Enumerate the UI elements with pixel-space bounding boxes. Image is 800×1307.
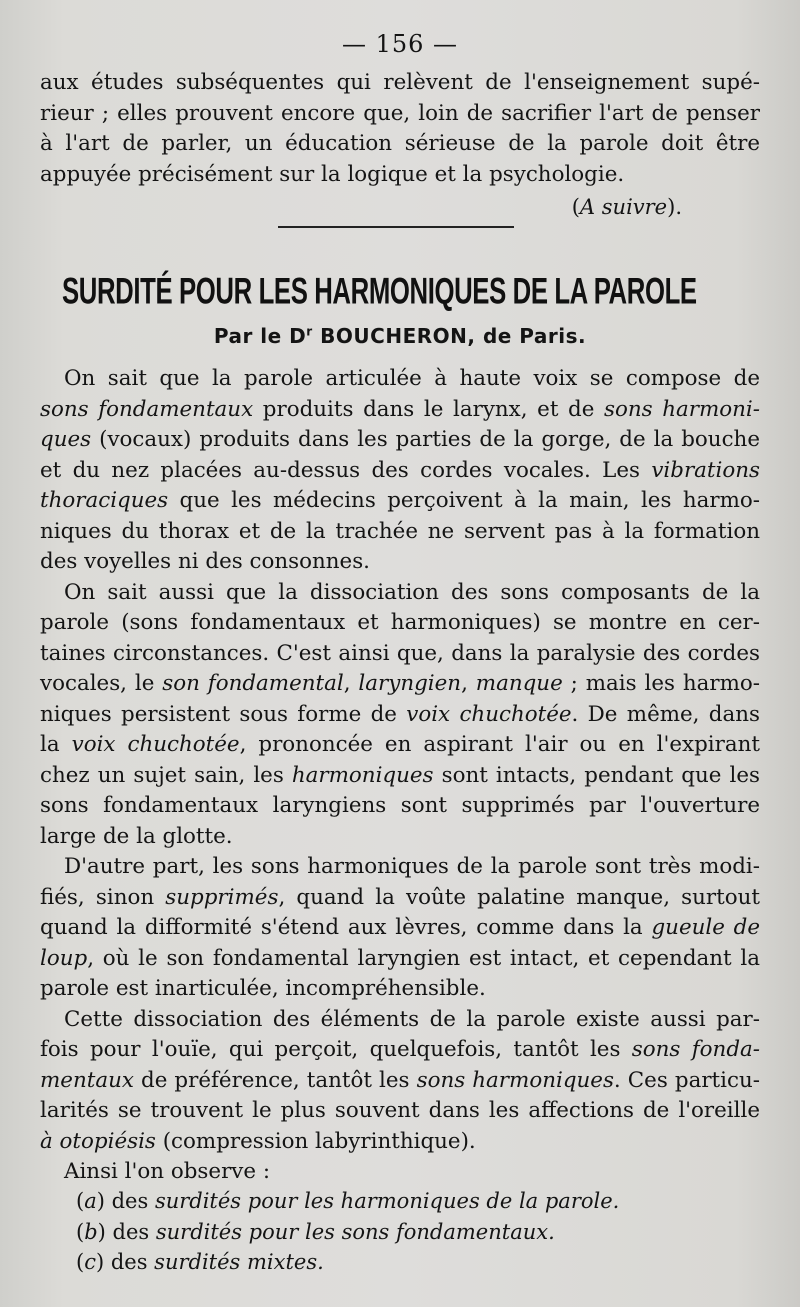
italic-term: sons harmoniques xyxy=(416,1067,614,1093)
text-line: parole est inarticulée, incompréhensible. xyxy=(40,976,486,1001)
italic-term: sons fondamentaux xyxy=(40,396,254,422)
italic-term: surdités pour les sons fondamentaux. xyxy=(155,1219,555,1244)
text-run: , où le son fondamental laryngien est intact, et cependant la xyxy=(87,945,760,971)
italic-term: son fondamental xyxy=(162,671,344,696)
text-line xyxy=(40,669,760,700)
text-line: aux études subséquentes qui relèvent de l'enseignement supé- xyxy=(40,70,760,95)
text-run: , quand la voûte palatine manque, surtout xyxy=(278,884,760,910)
italic-term: ques xyxy=(40,427,92,452)
text-run: (vocaux) produits dans les parties de la gorge, de la bouche xyxy=(91,427,760,452)
text-line: appuyée précisément sur la logique et la psychologie. xyxy=(40,161,625,187)
italic-term: à otopiésis xyxy=(40,1128,156,1154)
text-run: des xyxy=(104,1250,155,1274)
text-run: . Ces particu- xyxy=(613,1067,760,1093)
text-line: taines circonstances. C'est ainsi que, dans la paralysie des cordes xyxy=(40,640,760,666)
italic-term: voix chuchotée xyxy=(406,701,572,727)
list-marker: b xyxy=(84,1219,98,1244)
text-line xyxy=(40,761,760,792)
text-line xyxy=(40,700,760,731)
list-item: (c) des surdités mixtes. xyxy=(76,1250,324,1274)
text-line: larités se trouvent le plus souvent dans les affections de l'oreille xyxy=(40,1098,760,1123)
text-line xyxy=(40,456,760,487)
italic-term: sons fonda- xyxy=(631,1037,760,1062)
italic-term: surdités mixtes. xyxy=(154,1250,324,1274)
text-line xyxy=(40,1127,760,1158)
continuation-paragraph xyxy=(40,68,760,190)
text-line xyxy=(40,1035,760,1066)
text-run: ; mais les harmo- xyxy=(562,671,760,696)
italic-term: loup xyxy=(40,945,88,971)
italic-term: thoraciques xyxy=(40,488,169,513)
list-marker: a xyxy=(84,1189,97,1213)
article-byline xyxy=(0,324,800,348)
a-suivre-text: A suivre xyxy=(579,195,668,219)
text-line: niques du thorax et de la trachée ne servent pas à la formation xyxy=(40,518,760,544)
italic-term: laryngien xyxy=(358,671,462,696)
text-run: que les médecins perçoivent à la main, les harmo- xyxy=(168,488,760,513)
italic-term: voix chuchotée xyxy=(71,732,240,757)
observation-list xyxy=(76,1186,756,1278)
text-line: Ainsi l'on observe : xyxy=(64,1159,271,1184)
byline-superscript: r xyxy=(306,324,313,339)
text-line: D'autre part, les sons harmoniques de la parole sont très modi- xyxy=(64,854,760,879)
text-run: sont intacts, pendant que les xyxy=(433,762,760,788)
text-line xyxy=(40,425,760,456)
text-line xyxy=(40,1066,760,1097)
text-line: des voyelles ni des consonnes. xyxy=(40,549,370,574)
italic-term: harmoniques xyxy=(291,762,434,788)
italic-term: vibrations xyxy=(651,457,760,483)
text-run: , prononcée en aspirant l'air ou en l'expirant xyxy=(239,732,760,757)
article-body xyxy=(40,364,760,1188)
text-line: sons fondamentaux laryngiens sont supprimés par l'ouverture xyxy=(40,793,760,818)
text-run: des xyxy=(104,1189,155,1213)
text-run: , xyxy=(461,671,476,696)
text-line xyxy=(40,883,760,914)
text-run: la xyxy=(40,732,72,757)
text-line: rieur ; elles prouvent encore que, loin de sacrifier l'art de penser xyxy=(40,100,760,126)
text-run: produits dans le larynx, et de xyxy=(253,396,604,422)
italic-term: surdités pour les harmoniques de la parole. xyxy=(154,1189,620,1213)
page-number: — 156 — xyxy=(341,30,459,58)
text-line: On sait aussi que la dissociation des sons composants de la xyxy=(64,579,760,605)
text-run: de préférence, tantôt les xyxy=(133,1067,417,1093)
list-item: (b) des surdités pour les sons fondamentaux. xyxy=(76,1219,555,1244)
text-run: fois pour l'ouïe, qui perçoit, quelquefois, tantôt les xyxy=(40,1037,632,1062)
italic-term: mentaux xyxy=(40,1067,134,1093)
text-run: niques persistent sous forme de xyxy=(40,701,407,727)
byline-prefix: Par le D xyxy=(213,324,307,348)
text-run: chez un sujet sain, les xyxy=(40,762,292,788)
text-line: large de la glotte. xyxy=(40,823,233,849)
italic-term: manque xyxy=(475,671,563,696)
to-be-continued-note: (A suivre). xyxy=(571,195,682,219)
list-marker: c xyxy=(84,1250,96,1274)
italic-term: sons harmoni- xyxy=(604,396,760,422)
text-line: parole (sons fondamentaux et harmoniques) se montre en cer- xyxy=(40,610,760,635)
text-line xyxy=(40,913,760,944)
list-item: (a) des surdités pour les harmoniques de la parole. xyxy=(76,1189,620,1213)
text-run: . De même, dans xyxy=(571,701,760,727)
text-run: , xyxy=(343,671,359,696)
text-line: On sait que la parole articulée à haute voix se compose de xyxy=(64,366,760,391)
text-line: Cette dissociation des éléments de la parole existe aussi par- xyxy=(64,1006,760,1032)
text-line xyxy=(40,944,760,975)
text-run: des xyxy=(105,1219,156,1244)
text-line xyxy=(40,395,760,426)
byline-suffix: , de Paris. xyxy=(467,324,587,348)
article-title: SURDITÉ POUR LES HARMONIQUES DE LA PAROLE xyxy=(62,270,697,312)
text-run: (compression labyrinthique). xyxy=(155,1128,476,1154)
text-line xyxy=(40,730,760,761)
text-line: à l'art de parler, un éducation sérieuse de la parole doit être xyxy=(40,131,760,156)
text-run: fiés, sinon xyxy=(40,884,166,910)
italic-term: gueule de xyxy=(651,915,761,940)
text-run: et du nez placées au-dessus des cordes vocales. Les xyxy=(40,457,652,483)
section-divider xyxy=(278,226,514,228)
text-run: quand la difformité s'étend aux lèvres, comme dans la xyxy=(40,915,652,940)
text-run: vocales, le xyxy=(40,671,163,696)
italic-term: supprimés xyxy=(165,884,279,910)
byline-author: BOUCHERON xyxy=(320,324,468,348)
text-line xyxy=(40,486,760,517)
